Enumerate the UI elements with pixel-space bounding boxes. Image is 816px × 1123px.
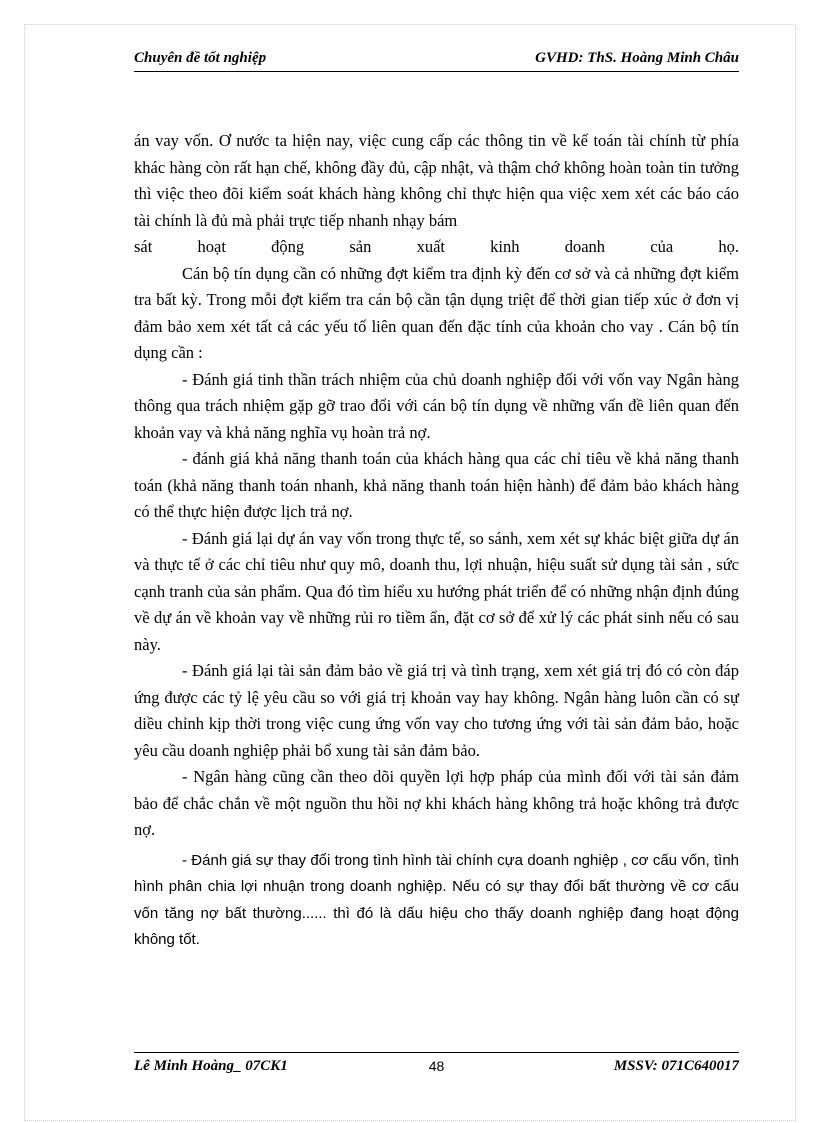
paragraph-credit-officer: Cán bộ tín dụng cần có những đợt kiểm tra định kỳ đến cơ sở và cả những đợt kiểm tra bất kỳ. Trong mỗi đợt kiểm tra cán bộ cần tận dụng triệt để thời gian tiếp xúc ở đơn vị đảm bảo xem xét tất cả các yếu tố liên quan đến đặc tính của khoản cho vay . Cán bộ tín dụng cần : — [134, 263, 739, 362]
document-body — [134, 128, 739, 954]
header-thesis-title: Chuyên đề tốt nghiệp — [134, 50, 267, 66]
list-item-legal-rights: - Ngân hàng cũng cần theo dõi quyền lợi hợp pháp của mình đối với tài sản đảm bảo để chắc chắn về một nguồn thu hồi nợ khi khách hàng không trả hoặc không trả được nợ. — [134, 767, 739, 839]
page-bottom-border — [24, 1120, 794, 1121]
footer-rule — [134, 1052, 739, 1053]
page-footer — [134, 1058, 739, 1078]
paragraph-loan-monitoring-end: sát hoạt động sản xuất kinh doanh của họ. — [134, 237, 739, 256]
paragraph-loan-monitoring: án vay vốn. Ơ nước ta hiện nay, việc cung cấp các thông tin về kế toán tài chính từ phía khác hàng còn rất hạn chế, không đầy đủ, cập nhật, và thậm chớ không hoàn toàn tin tưởng thì việc theo đõi kiểm soát khách hàng không chỉ thực hiện qua việc xem xét các báo cáo tài chính là đủ mà phải trực tiếp nhanh nhạy bám — [134, 131, 739, 230]
list-item-project-review: - Đánh giá lại dự án vay vốn trong thực tế, so sánh, xem xét sự khác biệt giữa dự án và thực tế ở các chỉ tiêu như quy mô, doanh thu, lợi nhuận, hiệu suất sử dụng tài sản , sức cạnh tranh của sản phẩm. Qua đó tìm hiểu xu hướng phát triển để có những nhận định đúng về dự án về khoản vay về những rủi ro tiềm ẩn, đặt cơ sở để xử lý các phát sinh nếu có sau này. — [134, 528, 739, 654]
footer-author: Lê Minh Hoàng_ 07CK1 — [134, 1058, 288, 1074]
header-supervisor: GVHD: ThS. Hoàng Minh Châu — [535, 50, 739, 66]
list-item-financial-change: - Đánh giá sự thay đổi trong tình hình tài chính cựa doanh nghiệp , cơ cấu vốn, tình hình phân chia lợi nhuận trong doanh nghiệp. Nếu có sự thay đổi bất thường về cơ cấu vốn tăng nợ bất thường...... thì đó là dấu hiệu cho thấy doanh nghiệp đang hoạt động không tốt. — [134, 851, 739, 948]
list-item-responsibility: - Đánh giá tinh thần trách nhiệm của chủ doanh nghiệp đối với vốn vay Ngân hàng thông qua trách nhiệm gặp gỡ trao đổi với cán bộ tín dụng về những vấn đề liên quan đến khoản vay và khả năng nghĩa vụ hoàn trả nợ. — [134, 369, 739, 442]
list-item-solvency: - đánh giá khả năng thanh toán của khách hàng qua các chỉ tiêu về khả năng thanh toán (khả năng thanh toán nhanh, khả năng thanh toán hiện hành) để đảm bảo khách hàng có thể thực hiện được lịch trả nợ. — [134, 449, 739, 521]
page-header — [134, 50, 739, 72]
list-item-collateral: - Đánh giá lại tài sản đảm bảo về giá trị và tình trạng, xem xét giá trị đó có còn đáp ứng được các tỷ lệ yêu cầu so với giá trị khoản vay hay không. Ngân hàng luôn cần có sự diều chỉnh kịp thời trong việc cung ứng vốn vay cho tương ứng với tài sản đảm bảo, hoặc yêu cầu doanh nghiệp phải bổ xung tài sản đảm bảo. — [134, 661, 739, 760]
footer-student-id: MSSV: 071C640017 — [613, 1058, 739, 1074]
header-rule — [134, 71, 739, 72]
page-number: 48 — [428, 1058, 445, 1074]
